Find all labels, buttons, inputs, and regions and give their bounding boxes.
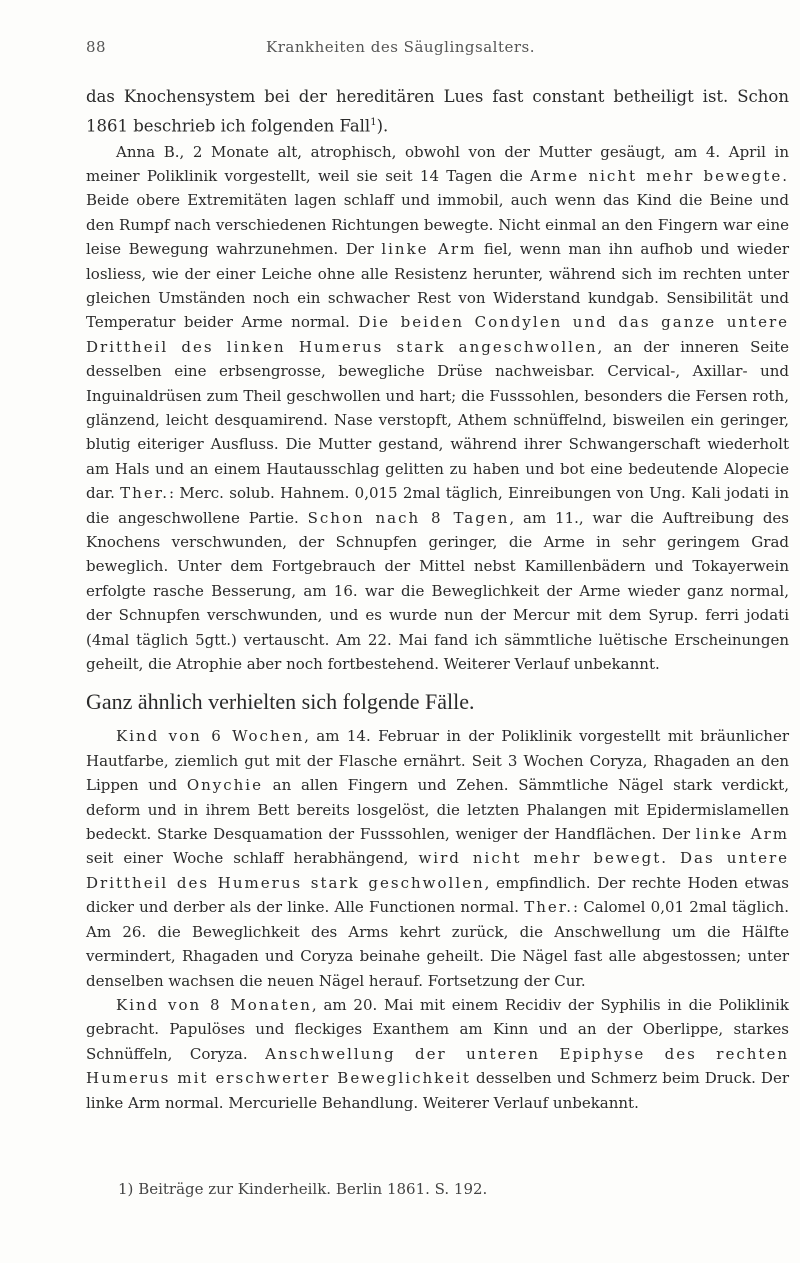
case-paragraph-1	[86, 140, 789, 677]
spaced-text: Onychie	[186, 776, 263, 795]
text-run: desselben und Schmerz beim Druck. Der linke Arm normal. Mercurielle Behandlung. Weiterer Verlauf unbekannt.	[86, 1069, 789, 1112]
spaced-text: Anschwellung der unteren Epiphyse des rechten Humerus mit erschwerter Beweglichkeit	[86, 1044, 789, 1088]
intro-text: das Knochensystem bei der hereditären Lues fast constant betheiligt ist. Schon 1861 beschrieb ich folgenden Fall	[86, 87, 789, 136]
spaced-text: linke Arm	[381, 240, 477, 259]
page-number: 88	[86, 38, 107, 56]
text-run: Anna B., 2 Monate alt, atrophisch, obwohl von der Mutter gesäugt, am 4. April in meiner Poliklinik vorgestellt, weil sie seit 14 Tagen die	[86, 142, 789, 185]
spaced-text: wird nicht mehr bewegt. Das untere Drittheil des Humerus stark geschwollen	[86, 849, 789, 892]
footnote	[118, 1180, 487, 1198]
case-paragraph-3	[86, 993, 789, 1115]
footnote-text: Beiträge zur Kinderheilk. Berlin 1861. S. 192.	[138, 1180, 488, 1198]
running-title: Krankheiten des Säuglingsalters.	[266, 38, 536, 56]
text-run: , an der inneren Seite desselben eine erbsengrosse, bewegliche Drüse nachweisbar. Cervical-, Axillar- und Inguinaldrüsen zum Theil geschwollen und hart; die Fusssohlen, besonders die Fersen roth, glänzend, leicht desquamirend. Nase verstopft, Athem schnüffelnd, bisweilen ein geringer, blutig eiteriger Ausfluss. Die Mutter gestand, während ihrer Schwangerschaft wiederholt am Hals und an einem Hautausschlag gelitten zu haben und bot eine bedeutende Alopecie dar.	[86, 337, 789, 503]
spaced-text: Arme nicht mehr bewegte.	[530, 166, 789, 185]
text-run: Beide obere Extremitäten lagen schlaff und immobil, auch wenn das Kind die Beine und den Rumpf nach verschiedenen Richtungen bewegte. Nicht einmal an den Fingern war eine leise Bewegung wahrzunehmen. Der	[86, 191, 789, 259]
text-run: : Merc. solub. Hahnem. 0,015 2mal täglich, Einreibungen von Ung. Kali jodati in die angeschwollene Partie.	[86, 484, 789, 527]
intro-paragraph	[86, 84, 789, 140]
spaced-text: Ther.	[120, 484, 169, 503]
footnote-ref: 1	[370, 117, 377, 128]
page-body	[86, 84, 789, 1115]
text-run: fiel, wenn man ihn aufhob und wieder losliess, wie der einer Leiche ohne alle Resistenz herunter, während sich im rechten unter gleichen Umständen noch ein schwacher Rest von Widerstand kundgab. Sensibilität und Temperatur beider Arme normal.	[86, 240, 789, 332]
text-run: : Calomel 0,01 2mal täglich. Am 26. die Beweglichkeit des Arms kehrt zurück, die Anschwellung um die Hälfte vermindert, Rhagaden und Coryza beinahe geheilt. Die Nägel fast alle abgestossen; unter denselben wachsen die neuen Nägel herauf. Fortsetzung der Cur.	[86, 898, 789, 990]
footnote-marker: 1)	[118, 1180, 134, 1198]
spaced-text: Ther.	[524, 898, 574, 917]
text-run: , am 14. Februar in der Poliklinik vorgestellt mit bräunlicher Hautfarbe, ziemlich gut mit der Flasche ernährt. Seit 3 Wochen Coryza, Rhagaden an den Lippen und	[86, 727, 789, 795]
spaced-text: Die beiden Condylen und das ganze untere Drittheil des linken Humerus stark angeschwollen	[86, 313, 789, 356]
spaced-text: Kind von 8 Monaten	[116, 995, 312, 1014]
section-heading: Ganz ähnlich verhielten sich folgende Fälle.	[86, 689, 475, 715]
text-run: , am 11., war die Auftreibung des Knochens verschwunden, der Schnupfen geringer, die Arme in sehr geringem Grad beweglich. Unter dem Fortgebrauch der Mittel nebst Kamillenbädern und Tokayerwein erfolgte rasche Besserung, am 16. war die Beweglichkeit der Arme wieder ganz normal, der Schnupfen verschwunden, und es wurde nun der Mercur mit dem Syrup. ferri jodati (4mal täglich 5gtt.) vertauscht. Am 22. Mai fand ich sämmtliche luëtische Erscheinungen geheilt, die Atrophie aber noch fortbestehend. Weiterer Verlauf unbekannt.	[86, 508, 789, 674]
spaced-text: linke Arm	[695, 825, 789, 844]
text-run: , am 20. Mai mit einem Recidiv der Syphilis in die Poliklinik gebracht. Papulöses und fleckiges Exanthem am Kinn und an der Oberlippe, starkes Schnüffeln, Coryza.	[86, 995, 789, 1063]
text-run: , empfindlich. Der rechte Hoden etwas dicker und derber als der linke. Alle Functionen normal.	[86, 873, 789, 917]
spaced-text: Schon nach 8 Tagen	[307, 508, 510, 527]
case-paragraph-2	[86, 724, 789, 992]
text-run: seit einer Woche schlaff herabhängend,	[86, 849, 419, 868]
intro-end: ).	[376, 116, 389, 136]
text-run: an allen Fingern und Zehen. Sämmtliche Nägel stark verdickt, deform und in ihrem Bett bereits losgelöst, die letzten Phalangen mit Epidermislamellen bedeckt. Starke Desquamation der Fusssohlen, weniger der Handflächen. Der	[86, 776, 789, 844]
spaced-text: Kind von 6 Wochen	[116, 727, 305, 746]
